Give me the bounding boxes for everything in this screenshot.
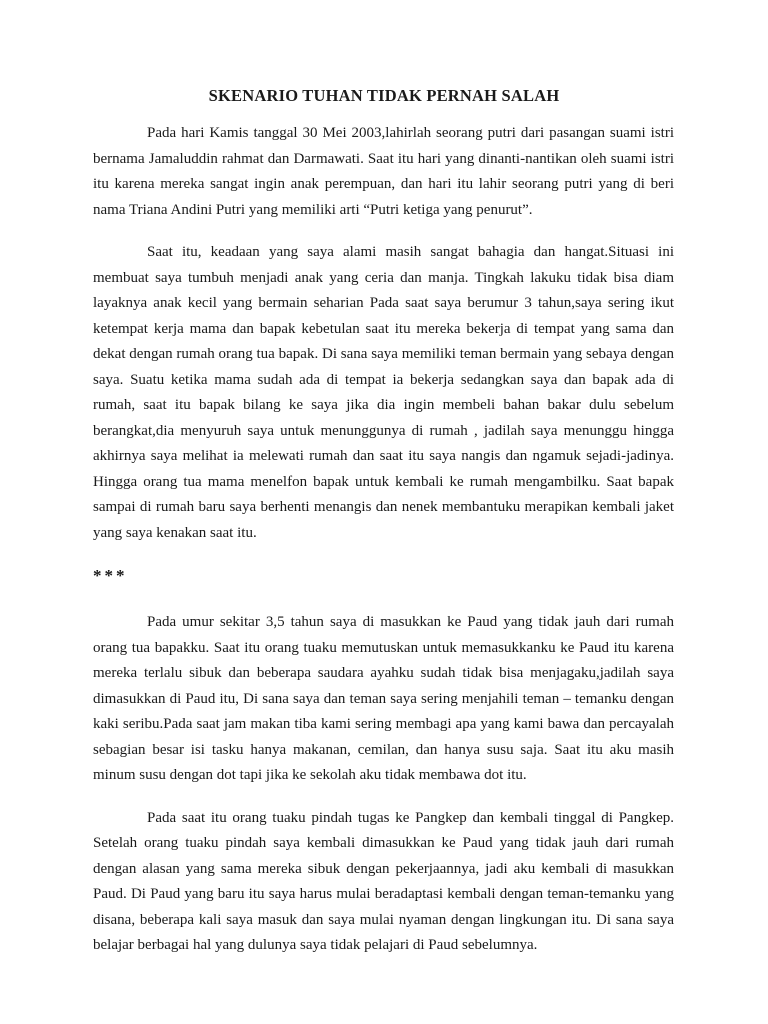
- paragraph-paud-first: Pada umur sekitar 3,5 tahun saya di masukkan ke Paud yang tidak jauh dari rumah orang tua bapakku. Saat itu orang tuaku memutuskan untuk memasukkanku ke Paud itu karena mereka terlalu sibuk dan beberapa saudara ayahku sudah tidak bisa menjagaku,jadilah saya dimasukkan di Paud itu, Di sana saya dan teman saya sering menjahili teman – temanku dengan kaki seribu.Pada saat jam makan tiba kami sering membagi apa yang kami bawa dan percayalah sebagian besar isi tasku hanya makanan, cemilan, dan hanya susu saja. Saat itu aku masih minum susu dengan dot tapi jika ke sekolah aku tidak membawa dot itu.: [93, 614, 674, 783]
- section-separator: ***: [93, 566, 128, 585]
- document-title: SKENARIO TUHAN TIDAK PERNAH SALAH: [208, 86, 560, 105]
- document-body: [93, 121, 674, 976]
- paragraph-birth: Pada hari Kamis tanggal 30 Mei 2003,lahirlah seorang putri dari pasangan suami istri bernama Jamaluddin rahmat dan Darmawati. Saat itu hari yang dinanti-nantikan oleh suami istri itu karena mereka sangat ingin anak perempuan, dan hari itu lahir seorang putri yang di beri nama Triana Andini Putri yang memiliki arti “Putri ketiga yang penurut”.: [93, 125, 674, 218]
- paragraph-childhood: Saat itu, keadaan yang saya alami masih sangat bahagia dan hangat.Situasi ini membuat saya tumbuh menjadi anak yang ceria dan manja. Tingkah lakuku tidak bisa diam layaknya anak kecil yang bermain seharian Pada saat saya berumur 3 tahun,saya sering ikut ketempat kerja mama dan bapak kebetulan saat itu mereka bekerja di tempat yang sama dan dekat dengan rumah orang tua bapak. Di sana saya memiliki teman bermain yang sebaya dengan saya. Suatu ketika mama sudah ada di tempat ia bekerja sedangkan saya dan bapak ada di rumah, saat itu bapak bilang ke saya jika dia ingin membeli bahan bakar dulu sebelum berangkat,dia menyuruh saya untuk menunggunya di rumah , jadilah saya menunggu hingga akhirnya saya melihat ia melewati rumah dan saat itu saya nangis dan ngamuk sejadi-jadinya. Hingga orang tua mama menelfon bapak untuk kembali ke rumah mengambilku. Saat bapak sampai di rumah baru saya berhenti menangis dan nenek membantuku merapikan kembali jaket yang saya kenakan saat itu.: [93, 244, 674, 541]
- paragraph-paud-pangkep: Pada saat itu orang tuaku pindah tugas ke Pangkep dan kembali tinggal di Pangkep. Setelah orang tuaku pindah saya kembali dimasukkan ke Paud yang tidak jauh dari rumah dengan alasan yang sama mereka sibuk dengan pekerjaannya, jadi aku kembali di masukkan Paud. Di Paud yang baru itu saya harus mulai beradaptasi kembali dengan teman-temanku yang disana, beberapa kali saya masuk dan saya mulai nyaman dengan lingkungan itu. Di sana saya belajar berbagai hal yang dulunya saya tidak pelajari di Paud sebelumnya.: [93, 809, 674, 953]
